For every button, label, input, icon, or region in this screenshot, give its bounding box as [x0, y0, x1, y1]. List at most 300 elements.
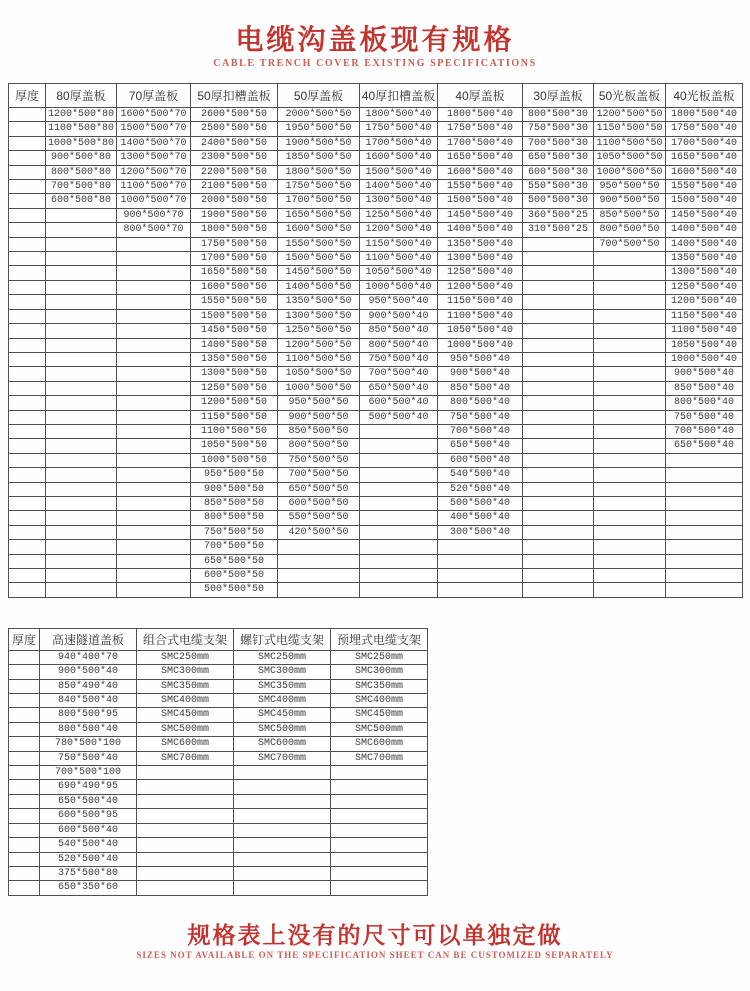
- spec-cell: 1700*500*50: [191, 252, 278, 266]
- spec-cell: 1250*500*40: [438, 266, 523, 280]
- spec-cell: [9, 554, 46, 568]
- spec-cell: 1400*500*40: [360, 180, 438, 194]
- spec-cell: [360, 511, 438, 525]
- column-header: 厚度: [9, 84, 46, 108]
- spec-cell: 800*500*50: [191, 511, 278, 525]
- spec-cell: 800*500*70: [117, 223, 191, 237]
- spec-cell: 1150*500*40: [360, 237, 438, 251]
- spec-cell: [360, 439, 438, 453]
- spec-cell: 1050*500*50: [278, 367, 360, 381]
- spec-cell: 1300*500*40: [438, 252, 523, 266]
- spec-cell: [666, 453, 743, 467]
- spec-cell: 900*500*40: [438, 367, 523, 381]
- spec-cell: [46, 583, 117, 597]
- spec-cell: 360*500*25: [523, 208, 594, 222]
- spec-cell: 1150*500*50: [191, 410, 278, 424]
- spec-cell: SMC250mm: [331, 650, 428, 664]
- spec-cell: 800*500*50: [278, 439, 360, 453]
- spec-cell: [117, 540, 191, 554]
- spec-cell: [594, 309, 666, 323]
- spec-cell: [360, 496, 438, 510]
- spec-cell: [594, 482, 666, 496]
- column-header: 40厚盖板: [438, 84, 523, 108]
- spec-cell: SMC350mm: [234, 679, 331, 693]
- table-row: [9, 708, 428, 722]
- spec-cell: 1800*500*40: [666, 108, 743, 122]
- spec-cell: 1650*500*50: [191, 266, 278, 280]
- spec-cell: 1200*500*70: [117, 165, 191, 179]
- spec-cell: [137, 838, 234, 852]
- spec-cell: 1800*500*50: [278, 165, 360, 179]
- spec-cell: 520*500*40: [438, 482, 523, 496]
- spec-cell: 700*500*50: [278, 468, 360, 482]
- spec-cell: 1600*500*50: [191, 280, 278, 294]
- spec-cell: SMC500mm: [234, 722, 331, 736]
- column-header: 50光板盖板: [594, 84, 666, 108]
- spec-cell: [666, 583, 743, 597]
- spec-cell: SMC300mm: [331, 665, 428, 679]
- spec-cell: 1100*500*40: [438, 309, 523, 323]
- spec-cell: [9, 722, 40, 736]
- spec-cell: 1450*500*50: [278, 266, 360, 280]
- spec-cell: 650*500*40: [360, 381, 438, 395]
- spec-cell: [331, 766, 428, 780]
- spec-cell: [9, 439, 46, 453]
- spec-cell: 800*500*40: [360, 338, 438, 352]
- spec-cell: [278, 554, 360, 568]
- spec-cell: [9, 569, 46, 583]
- spec-cell: 1500*500*70: [117, 122, 191, 136]
- spec-cell: [234, 794, 331, 808]
- spec-cell: [594, 511, 666, 525]
- spec-cell: [46, 352, 117, 366]
- spec-cell: [117, 439, 191, 453]
- table-row: [9, 569, 743, 583]
- spec-cell: 750*500*40: [438, 410, 523, 424]
- spec-cell: 2300*500*50: [191, 151, 278, 165]
- spec-cell: [331, 838, 428, 852]
- spec-cell: SMC600mm: [137, 737, 234, 751]
- spec-cell: [9, 194, 46, 208]
- spec-cell: 1000*500*40: [666, 352, 743, 366]
- spec-cell: [234, 852, 331, 866]
- spec-cell: [234, 838, 331, 852]
- spec-cell: 500*500*50: [191, 583, 278, 597]
- column-header: 预埋式电缆支架: [331, 628, 428, 650]
- spec-cell: [278, 583, 360, 597]
- spec-cell: [594, 424, 666, 438]
- table-row: [9, 252, 743, 266]
- spec-cell: [594, 525, 666, 539]
- spec-cell: [234, 809, 331, 823]
- spec-cell: 700*500*100: [40, 766, 137, 780]
- spec-cell: [666, 569, 743, 583]
- spec-cell: [9, 108, 46, 122]
- spec-cell: 1800*500*40: [438, 108, 523, 122]
- spec-cell: [117, 453, 191, 467]
- spec-cell: [117, 496, 191, 510]
- spec-cell: [137, 852, 234, 866]
- spec-cell: [9, 540, 46, 554]
- spec-cell: [234, 823, 331, 837]
- footer-block: [0, 923, 750, 960]
- table-row: [9, 482, 743, 496]
- spec-cell: 1500*500*40: [360, 165, 438, 179]
- page-subtitle: CABLE TRENCH COVER EXISTING SPECIFICATIONS: [213, 58, 537, 69]
- table-row: [9, 108, 743, 122]
- spec-cell: [360, 482, 438, 496]
- spec-cell: 600*500*50: [278, 496, 360, 510]
- spec-cell: 600*500*30: [523, 165, 594, 179]
- spec-cell: 1100*500*50: [191, 424, 278, 438]
- table-row: [9, 266, 743, 280]
- spec-cell: [46, 324, 117, 338]
- spec-cell: [117, 381, 191, 395]
- spec-cell: [666, 468, 743, 482]
- spec-cell: [523, 266, 594, 280]
- spec-cell: SMC250mm: [234, 650, 331, 664]
- spec-cell: [234, 881, 331, 895]
- spec-cell: [46, 468, 117, 482]
- spec-cell: 500*500*40: [438, 496, 523, 510]
- spec-cell: [9, 823, 40, 837]
- spec-cell: [234, 780, 331, 794]
- table-row: [9, 866, 428, 880]
- spec-cell: [9, 453, 46, 467]
- spec-cell: 1650*500*40: [438, 151, 523, 165]
- spec-cell: 950*500*50: [594, 180, 666, 194]
- spec-cell: 850*500*40: [360, 324, 438, 338]
- spec-cell: [9, 650, 40, 664]
- spec-cell: [594, 554, 666, 568]
- spec-cell: [137, 881, 234, 895]
- spec-cell: 1750*500*40: [666, 122, 743, 136]
- table-row: [9, 352, 743, 366]
- spec-cell: [117, 324, 191, 338]
- spec-cell: [666, 511, 743, 525]
- spec-cell: [360, 583, 438, 597]
- spec-cell: 1850*500*50: [278, 151, 360, 165]
- spec-cell: [9, 324, 46, 338]
- spec-cell: [9, 708, 40, 722]
- table-row: [9, 525, 743, 539]
- spec-cell: 950*500*50: [278, 396, 360, 410]
- spec-cell: [46, 511, 117, 525]
- spec-cell: 1000*500*70: [117, 194, 191, 208]
- spec-cell: [9, 751, 40, 765]
- spec-cell: [438, 569, 523, 583]
- spec-cell: 1000*500*40: [360, 280, 438, 294]
- spec-cell: [117, 424, 191, 438]
- spec-cell: 1450*500*40: [666, 208, 743, 222]
- spec-cell: 1100*500*80: [46, 122, 117, 136]
- spec-cell: [523, 540, 594, 554]
- spec-cell: SMC400mm: [331, 694, 428, 708]
- spec-cell: 750*500*40: [360, 352, 438, 366]
- spec-cell: [234, 766, 331, 780]
- spec-cell: [360, 424, 438, 438]
- spec-cell: 310*500*25: [523, 223, 594, 237]
- spec-cell: 1750*500*50: [278, 180, 360, 194]
- spec-cell: 1300*500*40: [666, 266, 743, 280]
- spec-cell: [117, 352, 191, 366]
- spec-cell: 1300*500*40: [360, 194, 438, 208]
- table-row: [9, 679, 428, 693]
- spec-cell: 690*490*95: [40, 780, 137, 794]
- spec-cell: [46, 554, 117, 568]
- column-header: 组合式电缆支架: [137, 628, 234, 650]
- spec-cell: SMC400mm: [234, 694, 331, 708]
- spec-cell: [666, 540, 743, 554]
- spec-cell: [9, 482, 46, 496]
- spec-cell: 500*500*30: [523, 194, 594, 208]
- spec-cell: 2200*500*50: [191, 165, 278, 179]
- spec-cell: [331, 881, 428, 895]
- spec-cell: [331, 794, 428, 808]
- spec-cell: 800*500*40: [666, 396, 743, 410]
- spec-cell: 2000*500*50: [278, 108, 360, 122]
- spec-cell: [9, 496, 46, 510]
- spec-cell: 850*500*50: [191, 496, 278, 510]
- spec-cell: [360, 525, 438, 539]
- spec-cell: [46, 410, 117, 424]
- spec-cell: 1750*500*40: [360, 122, 438, 136]
- spec-cell: SMC700mm: [137, 751, 234, 765]
- spec-cell: [117, 583, 191, 597]
- spec-cell: 600*500*40: [438, 453, 523, 467]
- table-row: [9, 665, 428, 679]
- spec-cell: 300*500*40: [438, 525, 523, 539]
- spec-cell: [9, 766, 40, 780]
- spec-cell: [594, 352, 666, 366]
- spec-cell: 940*400*70: [40, 650, 137, 664]
- spec-cell: [9, 694, 40, 708]
- spec-cell: 550*500*50: [278, 511, 360, 525]
- spec-cell: [331, 809, 428, 823]
- spec-cell: [117, 410, 191, 424]
- table-row: [9, 496, 743, 510]
- spec-cell: [117, 295, 191, 309]
- spec-cell: 700*500*50: [191, 540, 278, 554]
- spec-cell: [523, 324, 594, 338]
- spec-cell: 1100*500*40: [360, 252, 438, 266]
- column-header: 50厚盖板: [278, 84, 360, 108]
- column-header: 80厚盖板: [46, 84, 117, 108]
- spec-cell: 750*500*30: [523, 122, 594, 136]
- spec-cell: [9, 151, 46, 165]
- spec-cell: [117, 338, 191, 352]
- spec-cell: [438, 583, 523, 597]
- spec-cell: [9, 280, 46, 294]
- table-row: [9, 410, 743, 424]
- spec-cell: [117, 511, 191, 525]
- spec-cell: 800*500*40: [438, 396, 523, 410]
- spec-cell: [9, 237, 46, 251]
- spec-cell: [360, 554, 438, 568]
- spec-cell: 900*500*70: [117, 208, 191, 222]
- table-row: [9, 766, 428, 780]
- spec-cell: [46, 540, 117, 554]
- spec-cell: [523, 511, 594, 525]
- spec-cell: 850*500*40: [438, 381, 523, 395]
- spec-cell: [9, 780, 40, 794]
- spec-cell: 1700*500*40: [666, 136, 743, 150]
- spec-cell: [9, 223, 46, 237]
- spec-cell: [46, 453, 117, 467]
- footer-note: 规格表上没有的尺寸可以单独定做: [187, 922, 563, 948]
- spec-cell: [46, 496, 117, 510]
- spec-cell: 650*350*60: [40, 881, 137, 895]
- table-row: [9, 151, 743, 165]
- spec-cell: [9, 352, 46, 366]
- spec-cell: [523, 352, 594, 366]
- spec-cell: 500*500*40: [360, 410, 438, 424]
- spec-cell: 1550*500*50: [191, 295, 278, 309]
- spec-cell: 1100*500*70: [117, 180, 191, 194]
- spec-cell: [117, 266, 191, 280]
- spec-cell: [9, 838, 40, 852]
- spec-cell: 650*500*50: [191, 554, 278, 568]
- spec-cell: 1000*500*50: [278, 381, 360, 395]
- spec-cell: [523, 453, 594, 467]
- spec-cell: 1000*500*40: [438, 338, 523, 352]
- spec-cell: [331, 866, 428, 880]
- spec-cell: [117, 569, 191, 583]
- spec-cell: 1250*500*50: [191, 381, 278, 395]
- spec-cell: [594, 468, 666, 482]
- table-row: [9, 694, 428, 708]
- spec-cell: 2100*500*50: [191, 180, 278, 194]
- spec-cell: [9, 410, 46, 424]
- spec-cell: 780*500*100: [40, 737, 137, 751]
- tunnel-cover-and-bracket-spec-table: [8, 628, 428, 896]
- spec-cell: 550*500*30: [523, 180, 594, 194]
- table-row: [9, 223, 743, 237]
- spec-cell: 950*500*40: [360, 295, 438, 309]
- spec-cell: [360, 453, 438, 467]
- spec-cell: [523, 367, 594, 381]
- spec-cell: [594, 252, 666, 266]
- spec-cell: 1550*500*40: [438, 180, 523, 194]
- spec-cell: 900*500*50: [191, 482, 278, 496]
- spec-cell: [137, 780, 234, 794]
- spec-cell: [523, 482, 594, 496]
- spec-cell: [117, 252, 191, 266]
- spec-cell: 1200*500*40: [438, 280, 523, 294]
- table-row: [9, 208, 743, 222]
- spec-cell: [137, 823, 234, 837]
- spec-cell: [523, 252, 594, 266]
- spec-cell: [9, 252, 46, 266]
- spec-cell: 1450*500*50: [191, 324, 278, 338]
- spec-cell: [9, 866, 40, 880]
- spec-cell: [46, 252, 117, 266]
- table-row: [9, 165, 743, 179]
- spec-cell: [234, 866, 331, 880]
- spec-cell: [9, 424, 46, 438]
- spec-cell: 1800*500*50: [191, 223, 278, 237]
- spec-cell: 700*500*40: [360, 367, 438, 381]
- cover-plate-spec-table: [8, 83, 743, 598]
- spec-cell: SMC600mm: [331, 737, 428, 751]
- spec-cell: 540*500*40: [40, 838, 137, 852]
- spec-cell: 1100*500*40: [666, 324, 743, 338]
- spec-cell: 650*500*40: [666, 439, 743, 453]
- spec-cell: 1900*500*50: [278, 136, 360, 150]
- column-header: 30厚盖板: [523, 84, 594, 108]
- spec-cell: [523, 338, 594, 352]
- spec-cell: 840*500*40: [40, 694, 137, 708]
- spec-cell: SMC300mm: [234, 665, 331, 679]
- spec-cell: [9, 208, 46, 222]
- spec-cell: [46, 569, 117, 583]
- table-row: [9, 309, 743, 323]
- spec-cell: [9, 165, 46, 179]
- spec-cell: [9, 665, 40, 679]
- spec-cell: 1100*500*50: [278, 352, 360, 366]
- spec-cell: [9, 794, 40, 808]
- table-row: [9, 122, 743, 136]
- spec-cell: [117, 280, 191, 294]
- spec-cell: 850*490*40: [40, 679, 137, 693]
- column-header: 高速隧道盖板: [40, 628, 137, 650]
- column-header: 40光板盖板: [666, 84, 743, 108]
- spec-cell: [523, 583, 594, 597]
- table-row: [9, 381, 743, 395]
- spec-cell: [666, 496, 743, 510]
- spec-cell: 700*500*40: [666, 424, 743, 438]
- spec-cell: [9, 266, 46, 280]
- spec-cell: 520*500*40: [40, 852, 137, 866]
- spec-cell: [46, 280, 117, 294]
- spec-cell: [594, 540, 666, 554]
- spec-cell: [594, 439, 666, 453]
- spec-cell: [331, 780, 428, 794]
- spec-cell: [523, 396, 594, 410]
- spec-cell: 2400*500*50: [191, 136, 278, 150]
- spec-cell: [46, 525, 117, 539]
- spec-cell: [9, 381, 46, 395]
- spec-cell: [46, 482, 117, 496]
- spec-cell: 1300*500*50: [278, 309, 360, 323]
- table-row: [9, 280, 743, 294]
- spec-cell: [46, 208, 117, 222]
- spec-cell: [9, 367, 46, 381]
- spec-cell: 1300*500*50: [191, 367, 278, 381]
- spec-cell: [594, 583, 666, 597]
- spec-cell: 2500*500*50: [191, 122, 278, 136]
- spec-cell: [9, 511, 46, 525]
- spec-cell: 1500*500*50: [191, 309, 278, 323]
- spec-cell: 600*500*95: [40, 809, 137, 823]
- spec-cell: 700*500*50: [594, 237, 666, 251]
- spec-cell: [117, 309, 191, 323]
- table-row: [9, 180, 743, 194]
- spec-cell: [594, 569, 666, 583]
- spec-cell: [46, 237, 117, 251]
- spec-cell: [594, 266, 666, 280]
- table-row: [9, 881, 428, 895]
- spec-cell: [117, 482, 191, 496]
- spec-cell: [9, 338, 46, 352]
- spec-cell: 900*500*50: [594, 194, 666, 208]
- spec-cell: [331, 823, 428, 837]
- spec-cell: 2000*500*50: [191, 194, 278, 208]
- table-row: [9, 424, 743, 438]
- spec-cell: [523, 295, 594, 309]
- spec-cell: [117, 237, 191, 251]
- spec-cell: 1600*500*40: [438, 165, 523, 179]
